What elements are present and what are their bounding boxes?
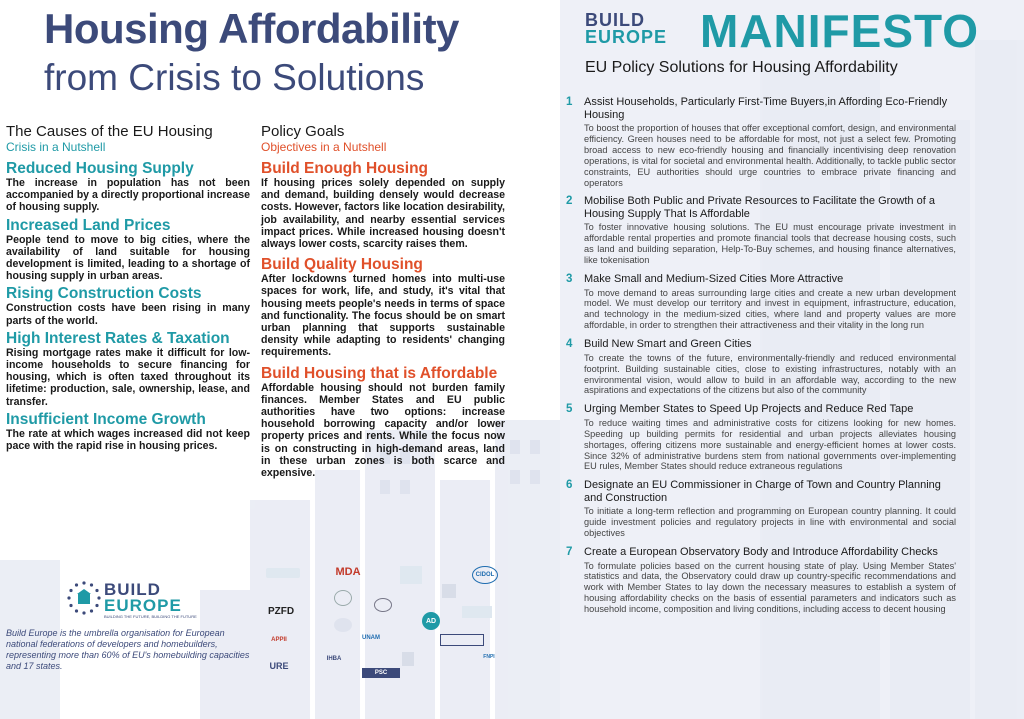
- manifesto-item: [566, 96, 956, 188]
- item-title: Mobilise Both Public and Private Resources to Facilitate the Growth of a Housing Supply That Is Affordable: [584, 195, 935, 220]
- member-logo: UNAM: [362, 634, 380, 641]
- goal-title: Build Quality Housing: [261, 256, 423, 274]
- item-text: To move demand to areas surrounding large cities and create a new urban development model. We must develop our territory and invest in equipment, infrastructure, education, and technology in the medium-sized cities, where land and property values are more affordable, in order to strengthen their attractiveness and their vitality in the long run: [584, 287, 956, 331]
- page-title: Housing Affordability: [44, 5, 459, 52]
- causes-column: [6, 123, 250, 452]
- page-subtitle: from Crisis to Solutions: [44, 57, 425, 98]
- goal-title: Build Enough Housing: [261, 160, 429, 177]
- cause-text: The rate at which wages increased did not keep pace with the rapid rise in housing prices.: [6, 427, 250, 453]
- member-logo-placeholder: [334, 590, 352, 606]
- member-logo: URE: [269, 660, 289, 671]
- item-text: To initiate a long-term reflection and programming on European country planning. It could guide investment policies and regulatory projects in line with environmental and social objectives: [584, 506, 956, 539]
- brand-build-text: BUILD: [585, 10, 645, 30]
- manifesto-items: [566, 96, 956, 622]
- item-number: 2: [566, 195, 573, 208]
- manifesto-title: MANIFESTO: [700, 5, 980, 57]
- manifesto-brand: [585, 12, 695, 46]
- goal-text: Affordable housing should not burden family finances. Member States and EU public authorities have two options: increase household borrowing capacity and/or lower property prices and rents. While the focus now is on constructing in high-demand areas, land in these urban zones is both scarce and expensive.: [261, 381, 505, 480]
- manifesto-subtitle: EU Policy Solutions for Housing Affordability: [585, 59, 898, 76]
- goal-title: Build Housing that is Affordable: [261, 364, 498, 382]
- member-logo-placeholder: [442, 584, 456, 598]
- member-logo: CIDOL: [472, 566, 498, 584]
- member-logo-placeholder: [266, 568, 300, 578]
- eu-stars-icon: [66, 580, 102, 616]
- member-logo-placeholder: [440, 634, 484, 646]
- logo-europe-text: EUROPE: [104, 596, 182, 615]
- goals-heading: Policy Goals: [261, 123, 345, 140]
- goal-text: After lockdowns turned homes into multi-use spaces for work, life, and study, it's vital that housing meets people's needs in terms of space and functionality. The focus should be on smart urban planning that supports sustainable density while adapting to residents' changing requirements.: [261, 273, 505, 359]
- item-number: 1: [566, 96, 573, 108]
- item-text: To boost the proportion of houses that offer exceptional comfort, design, and environmental efficiency. Green houses need to be affordable for most, not just a select few. Promoting broad access to new eco-friendly housing and financially incentivising deep renovation operations, is vital for societal and environmental health. Additionally, to tackle public sector constraints, EU authorities should urge countries to embrace private financing and operators: [584, 123, 956, 188]
- goals-column: [261, 123, 505, 479]
- manifesto-item: [566, 338, 956, 396]
- member-logo: IHBA: [326, 655, 342, 662]
- brand-europe-text: EUROPE: [585, 27, 668, 47]
- item-number: 5: [566, 403, 573, 416]
- member-logo: PZFD: [267, 605, 295, 617]
- member-logo: AD: [422, 612, 440, 630]
- item-title: Build New Smart and Green Cities: [584, 338, 752, 351]
- logo-tagline: BUILDING THE FUTURE, BUILDING THE FUTURE: [104, 614, 197, 619]
- item-number: 7: [566, 546, 573, 559]
- cause-title: Increased Land Prices: [6, 216, 171, 234]
- item-title: Make Small and Medium-Sized Cities More Attractive: [584, 273, 844, 286]
- member-logo-placeholder: [400, 566, 422, 584]
- cause-title: Insufficient Income Growth: [6, 410, 206, 428]
- causes-subheading: Crisis in a Nutshell: [6, 140, 106, 154]
- item-title: Designate an EU Commissioner in Charge of Town and Country Planning and Construction: [584, 479, 941, 504]
- member-logo: MDA: [335, 565, 361, 578]
- manifesto-item: [566, 546, 956, 615]
- cause-text: Rising mortgage rates make it difficult for low-income households to secure financing for housing, which is often taxed throughout its lifetime: production, sale, ownership, lease, and transfer.: [6, 346, 250, 408]
- member-logos: [262, 560, 512, 690]
- footer-note: Build Europe is the umbrella organisation for European national federations of developers and homebuilders, representing more than 60% of EU's homebuilding capacities and 17 states.: [6, 628, 250, 671]
- causes-heading: The Causes of the EU Housing: [6, 123, 213, 140]
- item-title: Create a European Observatory Body and Introduce Affordability Checks: [584, 546, 938, 559]
- build-europe-logo: [66, 578, 206, 620]
- item-text: To create the towns of the future, environmentally-friendly and reduced environmental footprint. Building sustainable cities, close to existing infrastructures, notably with an environmental vision, would allow to build in an affordable way, according to the new aspirations and expectations of the citizens but also of the community: [584, 352, 956, 396]
- member-logo-placeholder: [462, 606, 492, 618]
- logo-build-text: BUILD: [104, 580, 161, 599]
- item-number: 3: [566, 273, 573, 286]
- item-text: To formulate policies based on the current housing state of play. Using Member States' statistics and data, the Observatory could draw up country-specific recommendations and work with Member States to lay down the necessary measures to establish a system of housing affordability checks on the basis of essential parameters and indicators such as household income, composition and living conditions, including access to decent housing: [584, 560, 956, 615]
- manifesto-item: [566, 479, 956, 539]
- cause-text: Construction costs have been rising in many parts of the world.: [6, 302, 250, 327]
- item-number: 4: [566, 338, 573, 351]
- goal-text: If housing prices solely depended on supply and demand, building densely would decrease costs. However, factors like location desirability, job availability, and nearby essential services impact prices. While increased housing doesn't always lower costs, scarcity raises them.: [261, 177, 505, 251]
- manifesto-item: [566, 273, 956, 331]
- cause-title: High Interest Rates & Taxation: [6, 329, 230, 347]
- item-text: To foster innovative housing solutions. The EU must encourage private investment in affordable rental properties and promote financial tools that decrease housing costs, such as land and building separation, Help-To-Buy schemes, and housing finance alternatives, like tokenisation: [584, 222, 956, 266]
- cause-text: People tend to move to big cities, where the availability of land suitable for housing development is limited, leading to a shortage of housing supply in urban areas.: [6, 233, 250, 283]
- member-logo-placeholder: [374, 598, 392, 612]
- goals-subheading: Objectives in a Nutshell: [261, 140, 387, 154]
- cause-text: The increase in population has not been accompanied by a directly proportional increase of housing supply.: [6, 177, 250, 214]
- item-title: Urging Member States to Speed Up Projects and Reduce Red Tape: [584, 403, 914, 416]
- member-logo: FNPI: [483, 653, 495, 660]
- member-logo: APPII: [271, 636, 287, 643]
- item-number: 6: [566, 479, 573, 492]
- manifesto-item: [566, 195, 956, 266]
- member-logo: PSC: [362, 668, 400, 678]
- cause-title: Reduced Housing Supply: [6, 160, 194, 177]
- cause-title: Rising Construction Costs: [6, 285, 202, 303]
- member-logo-placeholder: [402, 652, 414, 666]
- manifesto-item: [566, 403, 956, 472]
- member-logo-placeholder: [334, 618, 352, 632]
- item-text: To reduce waiting times and administrative costs for citizens looking for new homes. Speeding up building permits for residential and urban projects alleviates housing shortages, offering citizens more sustainable and energy-efficient homes at lower costs. Since 32% of administrative burdens stem from national governments over-implementing EU rules, Member States should reduce extraneous regulations: [584, 417, 956, 472]
- item-title: Assist Households, Particularly First-Time Buyers,in Affording Eco-Friendly Housing: [584, 96, 948, 121]
